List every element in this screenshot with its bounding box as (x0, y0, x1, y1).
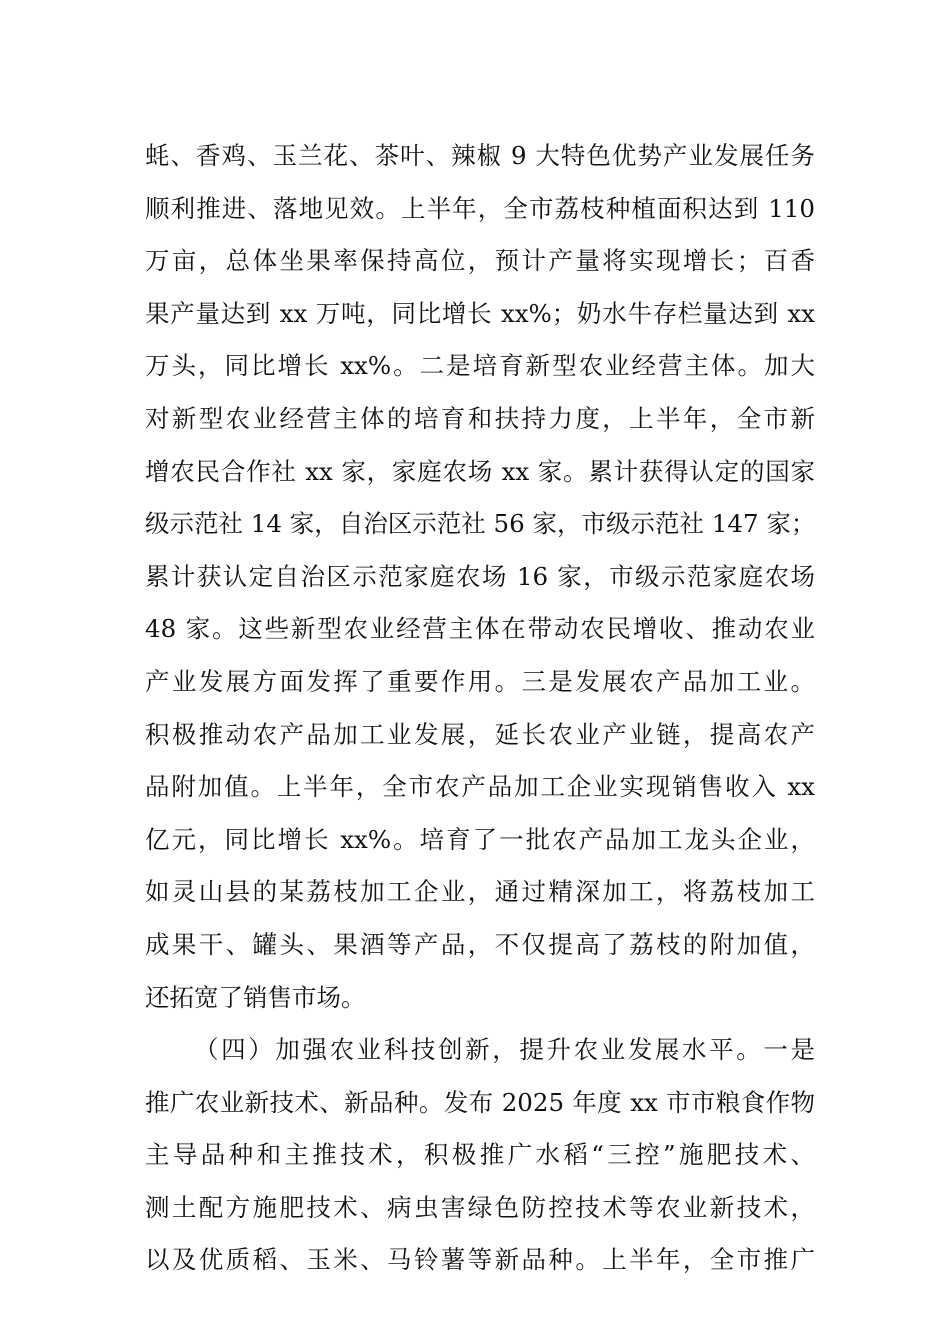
text-line-12: 积极推动农产品加工业发展，延长农业产业链，提高农产 (145, 719, 815, 749)
text-line-22: 以及优质稻、玉米、马铃薯等新品种。上半年，全市推广 (145, 1245, 815, 1275)
text-line-19: 推广农业新技术、新品种。发布 2025 年度 xx 市市粮食作物 (145, 1087, 815, 1117)
text-line-6: 对新型农业经营主体的培育和扶持力度，上半年，全市新 (145, 403, 815, 433)
text-line-3: 万亩，总体坐果率保持高位，预计产量将实现增长；百香 (145, 246, 815, 276)
text-line-15: 如灵山县的某荔枝加工企业，通过精深加工，将荔枝加工 (145, 877, 815, 907)
text-line-9: 累计获认定自治区示范家庭农场 16 家，市级示范家庭农场 (145, 561, 815, 591)
text-line-7: 增农民合作社 xx 家，家庭农场 xx 家。累计获得认定的国家 (145, 456, 815, 486)
text-line-20: 主导品种和主推技术，积极推广水稻“三控”施肥技术、 (145, 1140, 815, 1170)
body-text (145, 130, 815, 1287)
text-line-2: 顺利推进、落地见效。上半年，全市荔枝种植面积达到 110 (145, 193, 815, 223)
text-line-17: 还拓宽了销售市场。 (145, 982, 366, 1012)
text-line-4: 果产量达到 xx 万吨，同比增长 xx%；奶水牛存栏量达到 xx (145, 298, 815, 328)
text-line-21: 测土配方施肥技术、病虫害绿色防控技术等农业新技术， (145, 1192, 815, 1222)
text-line-5: 万头，同比增长 xx%。二是培育新型农业经营主体。加大 (145, 351, 815, 381)
text-line-14: 亿元，同比增长 xx%。培育了一批农产品加工龙头企业， (145, 824, 815, 854)
text-line-11: 产业发展方面发挥了重要作用。三是发展农产品加工业。 (145, 666, 815, 696)
text-line-1: 蚝、香鸡、玉兰花、茶叶、辣椒 9 大特色优势产业发展任务 (145, 141, 815, 170)
text-line-8: 级示范社 14 家，自治区示范社 56 家，市级示范社 147 家； (145, 509, 815, 539)
text-line-10: 48 家。这些新型农业经营主体在带动农民增收、推动农业 (145, 614, 815, 644)
section-heading-line: （四）加强农业科技创新，提升农业发展水平。一是 (194, 1035, 815, 1065)
text-line-16: 成果干、罐头、果酒等产品，不仅提高了荔枝的附加值， (145, 929, 815, 959)
text-line-13: 品附加值。上半年，全市农产品加工企业实现销售收入 xx (145, 772, 815, 802)
